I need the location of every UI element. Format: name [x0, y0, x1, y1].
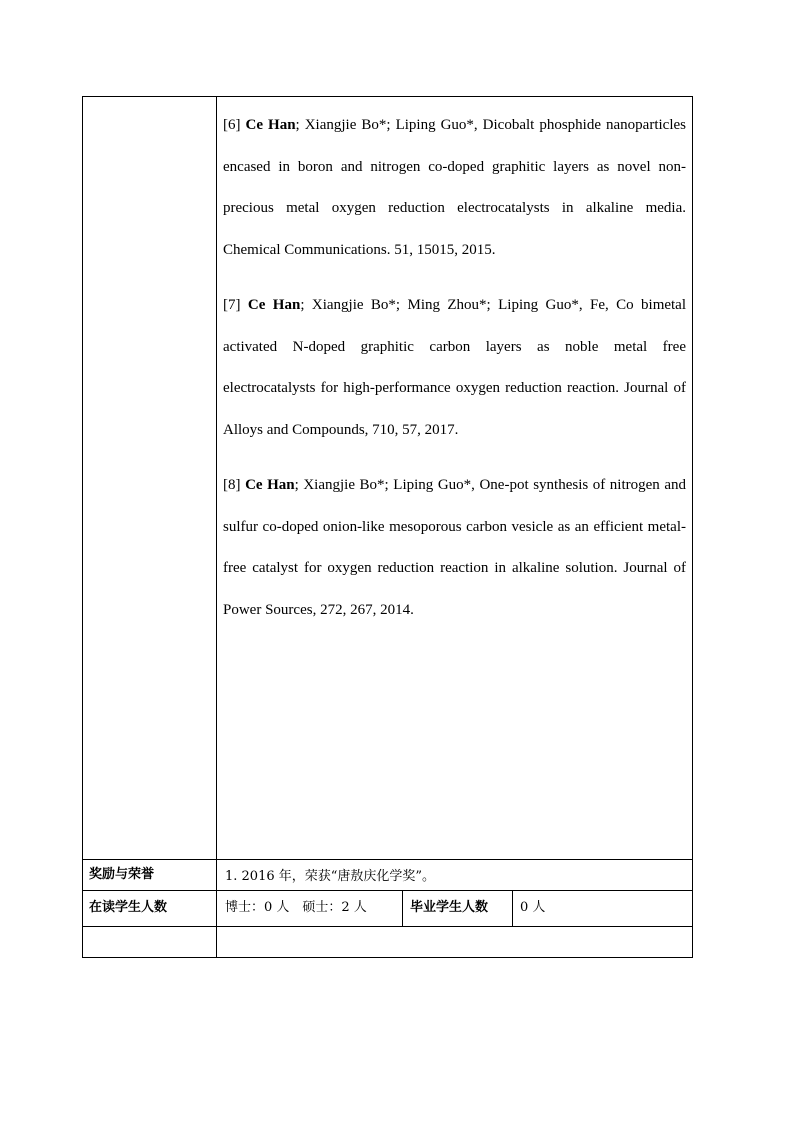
- reference-number: [6]: [223, 117, 241, 133]
- reference-number: [7]: [223, 297, 241, 313]
- students-divider-1: [402, 890, 403, 926]
- reference-text: ; Xiangjie Bo*; Liping Guo*, Dicobalt phosphide nanoparticles encased in boron and nitrogen co-doped graphitic layers as novel non-precious metal oxygen reduction electrocatalysts in alkaline media. Chemical Communications. 51, 15015, 2015.: [223, 117, 686, 258]
- reference-author: Ce Han: [247, 297, 301, 313]
- reference-item: [223, 105, 686, 271]
- reference-item: [223, 465, 686, 631]
- reference-text: ; Xiangjie Bo*; Ming Zhou*; Liping Guo*, Fe, Co bimetal activated N-doped graphitic carbon layers as noble metal free electrocatalysts for high-performance oxygen reduction reaction. Journal of Alloys and Compounds, 710, 57, 2017.: [223, 297, 687, 438]
- awards-value: 1. 2016 年，荣获“唐敖庆化学奖”。: [225, 869, 436, 884]
- reference-item: [223, 285, 686, 451]
- graduated-students-label: 毕业学生人数: [410, 900, 489, 915]
- reference-text: ; Xiangjie Bo*; Liping Guo*, One-pot synthesis of nitrogen and sulfur co-doped onion-like mesoporous carbon vesicle as an efficient metal-free catalyst for oxygen reduction reaction in alkaline solution. Journal of Power Sources, 272, 267, 2014.: [223, 477, 687, 618]
- reference-list: [223, 105, 686, 645]
- awards-label: 奖励与荣誉: [89, 867, 155, 882]
- profile-table: [82, 96, 693, 958]
- reference-number: [8]: [223, 477, 241, 493]
- students-divider-2: [512, 890, 513, 926]
- column-divider: [216, 97, 217, 957]
- current-students-label: 在读学生人数: [89, 900, 168, 915]
- row-divider-awards: [83, 859, 692, 860]
- reference-author: Ce Han: [245, 117, 296, 133]
- row-divider-empty: [83, 926, 692, 927]
- graduated-students-value: 0 人: [520, 900, 546, 915]
- row-divider-students: [83, 890, 692, 891]
- current-students-value: 博士：0 人 硕士：2 人: [225, 900, 367, 915]
- reference-author: Ce Han: [245, 477, 295, 493]
